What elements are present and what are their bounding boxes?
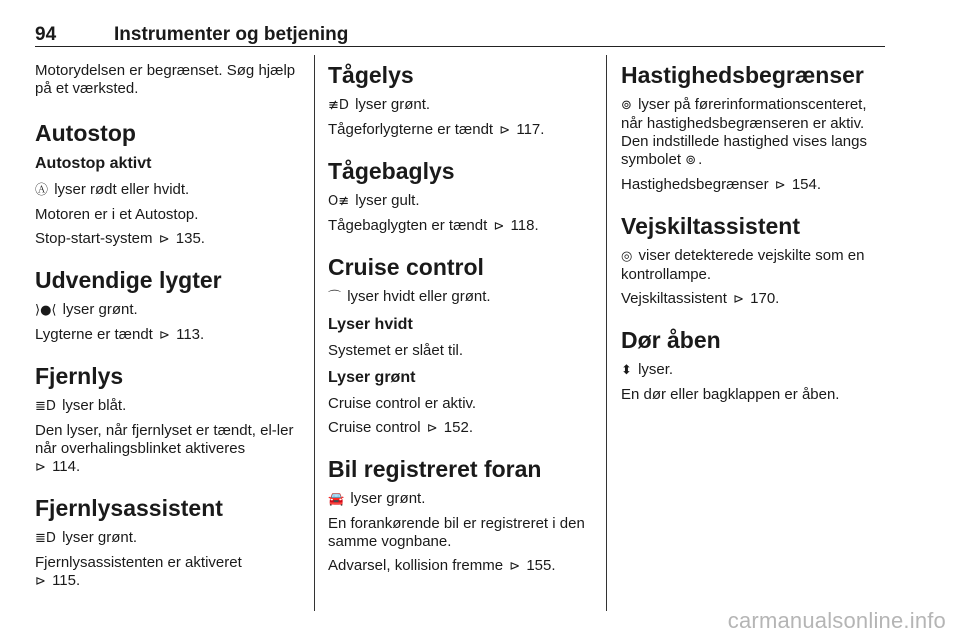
high-beam-assist-icon: ≣D: [35, 531, 56, 546]
highbeam-assist-desc-text: Fjernlysassistenten er aktiveret: [35, 554, 242, 571]
highbeam-status: [35, 397, 297, 416]
autostop-icon: Ⓐ: [35, 183, 49, 198]
autostop-desc: Motoren er i et Autostop.: [35, 206, 199, 223]
exterior-ref: [35, 326, 297, 345]
highbeam-status-text: lyser blåt.: [62, 397, 127, 414]
section-title-high-beam-assist: Fjernlysassistent: [35, 495, 223, 521]
column-right: [621, 62, 889, 410]
speed-limiter-icon: ⊚: [621, 98, 632, 113]
high-beam-icon: ≣D: [35, 399, 56, 414]
page-header: [35, 10, 885, 47]
section-title-exterior-lights: Udvendige lygter: [35, 267, 222, 293]
section-title-high-beam: Fjernlys: [35, 363, 124, 389]
speed-limiter-status-text: lyser på førerinformationscenteret, når hastighedsbegrænseren er aktiv. Den indstillede hastighed vises langs symbolet: [621, 96, 867, 168]
ref-page[interactable]: 152.: [443, 419, 473, 436]
reference-arrow-icon: ⊳: [493, 219, 505, 234]
highbeam-desc: [35, 422, 297, 477]
ref-text: Tågeforlygterne er tændt: [328, 121, 494, 138]
subsection-title-autostop-active: Autostop aktivt: [35, 155, 152, 172]
autostop-status-text: lyser rødt eller hvidt.: [54, 181, 190, 198]
autostop-ref: [35, 230, 297, 249]
rear-fog-status-text: lyser gult.: [355, 192, 420, 209]
column-divider: [606, 55, 607, 611]
ref-text: Hastighedsbegrænser: [621, 176, 769, 193]
rear-fog-ref: [328, 217, 590, 236]
highbeam-desc-text: Den lyser, når fjernlyset er tændt, el-ler når overhalingsblinket aktiveres: [35, 422, 294, 457]
speed-limiter-period: .: [698, 151, 703, 168]
cruise-white-text: Systemet er slået til.: [328, 342, 464, 359]
section-title-rear-fog: Tågebaglys: [328, 158, 455, 184]
reference-arrow-icon: ⊳: [158, 232, 170, 247]
car-icon: 🚘: [328, 492, 345, 507]
ref-page[interactable]: 155.: [526, 557, 556, 574]
ref-text: Advarsel, kollision fremme: [328, 557, 504, 574]
exterior-status: [35, 301, 297, 320]
column-middle: [328, 62, 590, 582]
sign-assist-status-text: viser detekterede vejskilte som en kontrollampe.: [621, 247, 865, 283]
vehicle-ahead-ref: [328, 557, 590, 576]
ref-text: Tågebaglygten er tændt: [328, 217, 488, 234]
door-open-icon: ⬍: [621, 363, 632, 378]
reference-arrow-icon: ⊳: [35, 460, 46, 475]
door-open-desc: En dør eller bagklappen er åben.: [621, 386, 840, 403]
fog-status: [328, 96, 590, 115]
intro-text: Motorydelsen er begrænset. Søg hjælp på et værksted.: [35, 62, 296, 97]
fog-ref: [328, 121, 590, 140]
reference-arrow-icon: ⊳: [499, 123, 511, 138]
reference-arrow-icon: ⊳: [509, 559, 521, 574]
cruise-green-text: Cruise control er aktiv.: [328, 395, 477, 412]
ref-page[interactable]: 154.: [791, 176, 822, 193]
speed-limiter-ref: [621, 176, 889, 195]
ref-text: Cruise control: [328, 419, 421, 436]
fog-status-text: lyser grønt.: [355, 96, 431, 113]
ref-text: Lygterne er tændt: [35, 326, 153, 343]
exterior-status-text: lyser grønt.: [62, 301, 138, 318]
reference-arrow-icon: ⊳: [35, 574, 46, 589]
ref-page[interactable]: 135.: [175, 230, 205, 247]
section-title-fog-lights: Tågelys: [328, 62, 414, 88]
door-open-status-text: lyser.: [638, 361, 674, 378]
vehicle-ahead-status: [328, 490, 590, 509]
ref-text: Vejskiltassistent: [621, 290, 727, 307]
highbeam-assist-status-text: lyser grønt.: [62, 529, 138, 546]
watermark: carmanualsonline.info: [727, 608, 946, 633]
section-title-sign-assist: Vejskiltassistent: [621, 213, 800, 239]
ref-page[interactable]: 118.: [510, 217, 539, 234]
ref-page[interactable]: 117.: [516, 121, 545, 138]
sign-assist-status: [621, 247, 889, 284]
autostop-status: [35, 181, 297, 200]
subsection-title-lights-white: Lyser hvidt: [328, 316, 413, 333]
section-title-autostop: Autostop: [35, 120, 136, 146]
vehicle-ahead-status-text: lyser grønt.: [350, 490, 426, 507]
section-title-cruise-control: Cruise control: [328, 254, 484, 280]
fog-light-icon: ≢D: [328, 98, 349, 113]
vehicle-ahead-desc: En forankørende bil er registreret i den samme vognbane.: [328, 515, 585, 550]
cruise-control-icon: ⌒: [328, 290, 342, 305]
speed-limiter-status: [621, 96, 889, 170]
section-title-door-open: Dør åben: [621, 327, 721, 353]
rear-fog-icon: O≢: [328, 194, 350, 209]
traffic-sign-icon: ◎: [621, 249, 633, 264]
ref-text: Stop-start-system: [35, 230, 153, 247]
highbeam-assist-desc: [35, 554, 297, 591]
ref-page[interactable]: 114.: [52, 458, 81, 475]
exterior-light-icon: ⟩●⟨: [35, 303, 57, 318]
reference-arrow-icon: ⊳: [774, 178, 786, 193]
page-number: 94: [35, 24, 57, 45]
highbeam-assist-status: [35, 529, 297, 548]
column-divider: [314, 55, 315, 611]
reference-arrow-icon: ⊳: [733, 292, 744, 307]
ref-page[interactable]: 115.: [52, 572, 81, 589]
column-left: [35, 62, 297, 597]
cruise-status-text: lyser hvidt eller grønt.: [347, 288, 491, 305]
subsection-title-lights-green: Lyser grønt: [328, 369, 416, 386]
cruise-status: [328, 288, 590, 307]
section-title-speed-limiter: Hastighedsbegrænser: [621, 62, 864, 88]
reference-arrow-icon: ⊳: [159, 328, 170, 343]
cruise-ref: [328, 419, 590, 438]
sign-assist-ref: [621, 290, 889, 309]
ref-page[interactable]: 113.: [176, 326, 205, 343]
section-title-vehicle-ahead: Bil registreret foran: [328, 456, 542, 482]
speed-limiter-icon: ⊚: [685, 153, 697, 168]
ref-page[interactable]: 170.: [750, 290, 780, 307]
rear-fog-status: [328, 192, 590, 211]
door-open-status: [621, 361, 889, 380]
chapter-title: Instrumenter og betjening: [114, 24, 349, 45]
reference-arrow-icon: ⊳: [426, 421, 438, 436]
